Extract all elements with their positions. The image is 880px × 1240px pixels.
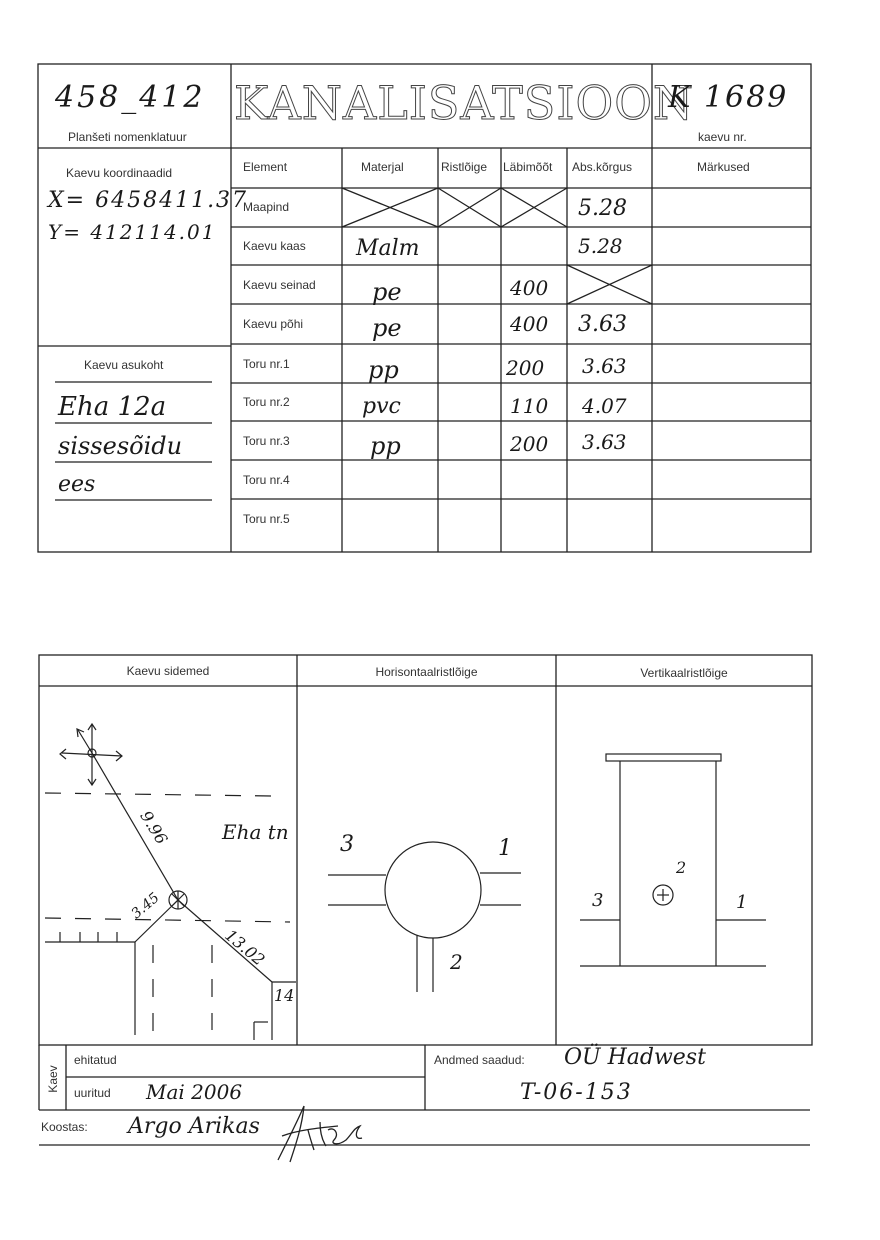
row-element: Kaevu kaas (243, 239, 306, 253)
row-material: pvc (362, 394, 401, 419)
data-reference: T-06-153 (520, 1080, 633, 1105)
compiler-label: Koostas: (41, 1120, 88, 1134)
well-number-value: K 1689 (668, 80, 789, 115)
v-pipe-3-label: 3 (592, 890, 604, 911)
row-height: 5.28 (578, 234, 623, 258)
tie-street-name: Eha tn (222, 820, 289, 844)
row-diameter: 200 (506, 356, 545, 380)
row-element: Toru nr.3 (243, 434, 290, 448)
row-height: 4.07 (582, 394, 627, 418)
location-line-2: sissesõidu (58, 432, 183, 460)
row-element: Kaevu seinad (243, 278, 316, 292)
well-number-label: kaevu nr. (698, 130, 747, 144)
ties-sketch (45, 724, 296, 1040)
built-label: ehitatud (74, 1053, 117, 1067)
v-pipe-1-label: 1 (736, 892, 748, 913)
location-line-1: Eha 12a (58, 392, 167, 422)
coordinates-label: Kaevu koordinaadid (66, 166, 173, 180)
v-pipe-2-label: 2 (676, 858, 687, 877)
row-material: pp (368, 356, 399, 384)
row-material: pe (372, 278, 402, 306)
coordinate-y: Y= 412114.01 (48, 220, 217, 244)
h-pipe-3-label: 3 (340, 832, 354, 857)
row-element: Toru nr.5 (243, 512, 290, 526)
nomenclature-value: 458_412 (55, 80, 206, 115)
tie-distance-3: 13.02 (221, 925, 269, 970)
tie-distance-1: 9.96 (136, 807, 172, 848)
row-diameter: 400 (510, 312, 549, 336)
surveyed-label: uuritud (74, 1086, 111, 1100)
signature (268, 1100, 368, 1166)
row-element: Toru nr.2 (243, 395, 290, 409)
row-element: Toru nr.1 (243, 357, 290, 371)
header-remarks: Märkused (697, 160, 750, 174)
row-height: 5.28 (578, 196, 627, 221)
footer-side-label: Kaev (46, 1065, 60, 1093)
header-diameter: Läbimõõt (503, 160, 553, 174)
nomenclature-label: Planšeti nomenklatuur (68, 130, 187, 144)
form-title: KANALISATSIOON (234, 76, 695, 130)
row-element: Toru nr.4 (243, 473, 290, 487)
header-material: Materjal (361, 160, 404, 174)
row-material: pe (372, 314, 402, 342)
h-pipe-2-label: 2 (450, 950, 463, 974)
vertical-section-header: Vertikaalristlõige (640, 666, 728, 680)
header-cross-section: Ristlõige (441, 160, 488, 174)
tie-distance-2: 3.45 (128, 889, 163, 923)
row-diameter: 400 (510, 276, 549, 300)
horizontal-section-header: Horisontaalristlõige (375, 665, 478, 679)
data-from-value: OÜ Hadwest (564, 1045, 706, 1070)
row-height: 3.63 (582, 430, 627, 454)
compiler-value: Argo Arikas (128, 1114, 260, 1139)
surveyed-value: Mai 2006 (146, 1080, 243, 1104)
row-material: Malm (356, 236, 420, 261)
row-element: Kaevu põhi (243, 317, 304, 331)
coordinate-x: X= 6458411.37 (48, 188, 249, 213)
row-diameter: 200 (510, 432, 549, 456)
h-pipe-1-label: 1 (498, 836, 512, 861)
horizontal-section (328, 842, 521, 992)
location-line-3: ees (58, 472, 96, 497)
row-material: pp (370, 432, 401, 460)
data-from-label: Andmed saadud: (434, 1053, 525, 1067)
row-height: 3.63 (582, 354, 627, 378)
row-element: Maapind (243, 200, 290, 214)
row-diameter: 110 (510, 394, 549, 418)
row-height: 3.63 (578, 312, 627, 337)
location-label: Kaevu asukoht (84, 358, 164, 372)
vertical-section (580, 754, 766, 966)
header-element: Element (243, 160, 288, 174)
ties-header: Kaevu sidemed (126, 664, 210, 678)
tie-house-number: 14 (274, 986, 295, 1005)
header-abs-height: Abs.kõrgus (572, 160, 633, 174)
